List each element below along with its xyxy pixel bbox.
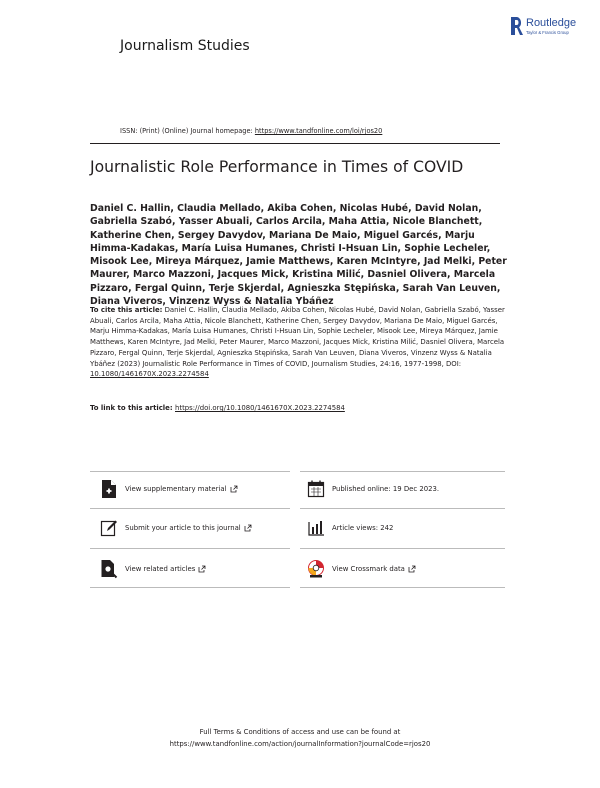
publisher-tagline: Taylor & Francis Group — [526, 30, 569, 35]
divider — [90, 587, 290, 588]
crossmark-icon — [307, 559, 325, 579]
external-link-icon — [230, 485, 238, 493]
link-label: To link to this article: — [90, 404, 175, 412]
link-line — [90, 404, 345, 412]
edit-icon — [100, 518, 118, 538]
external-link-icon — [244, 524, 252, 532]
calendar-icon — [307, 479, 325, 499]
journal-name: Journalism Studies — [120, 38, 250, 54]
journal-homepage-link[interactable]: https://www.tandfonline.com/loi/rjos20 — [254, 127, 383, 135]
issn-line — [120, 127, 382, 135]
divider — [90, 508, 290, 509]
external-link-icon — [198, 565, 206, 573]
related-label: View related articles — [125, 565, 196, 573]
author-list: Daniel C. Hallin, Claudia Mellado, Akiba Cohen, Nicolas Hubé, David Nolan, Gabriella Szabó, Yasser Abuali, Carlos Arcila, Maha Attia, Nicole Blanchett, Katherine Chen, Sergey Davydov, Mariana De Maio, Miguel Garcés, Marju Himma-Kadakas, María Luisa Humanes, Christi I-Hsuan Lin, Sophie Lecheler, Misook Lee, Mireya Márquez, Jamie Matthews, Karen McIntyre, Jad Melki, Peter Maurer, Marco Mazzoni, Jacques Mick, Kristina Milić, Dasniel Olivera, Marcela Pizzaro, Fergal Quinn, Terje Skjerdal, Agnieszka Stępińska, Sarah Van Leuven, Diana Viveros, Vinzenz Wyss & Natalia Ybáñez — [90, 203, 507, 308]
routledge-logo-icon — [509, 16, 523, 36]
submit-label: Submit your article to this journal — [125, 524, 241, 532]
bar-chart-icon — [307, 518, 325, 538]
footer-terms — [90, 727, 510, 750]
citation-block — [90, 305, 508, 380]
crossmark-label: View Crossmark data — [332, 565, 405, 573]
footer-terms-link[interactable]: https://www.tandfonline.com/action/journalInformation?journalCode=rjos20 — [169, 739, 431, 748]
article-link[interactable]: https://doi.org/10.1080/1461670X.2023.2274584 — [175, 404, 345, 412]
search-document-icon — [100, 559, 118, 579]
divider — [90, 471, 290, 472]
doi-link[interactable]: 10.1080/1461670X.2023.2274584 — [90, 370, 209, 379]
divider — [300, 471, 505, 472]
views-label: Article views: 242 — [332, 524, 394, 532]
publisher-name: Routledge — [526, 17, 577, 29]
divider — [300, 587, 505, 588]
issn-prefix: ISSN: (Print) (Online) Journal homepage: — [120, 127, 255, 135]
external-link-icon — [408, 565, 416, 573]
citation-label: To cite this article: — [90, 306, 163, 314]
header-divider — [90, 143, 500, 144]
published-label: Published online: 19 Dec 2023. — [332, 485, 440, 493]
divider — [300, 548, 505, 549]
document-plus-icon — [100, 479, 118, 499]
citation-text: Daniel C. Hallin, Claudia Mellado, Akiba Cohen, Nicolas Hubé, David Nolan, Gabriella Szabó, Yasser Abuali, Carlos Arcila, Maha Attia, Nicole Blanchett, Katherine Chen, Sergey Davydov, Mariana De Maio, Miguel Garcés, Marju Himma-Kadakas, María Luisa Humanes, Christi I-Hsuan Lin, Sophie Lecheler, Misook Lee, Mireya Márquez, Jamie Matthews, Karen McIntyre, Jad Melki, Peter Maurer, Marco Mazzoni, Jacques Mick, Kristina Milić, Dasniel Olivera, Marcela Pizzaro, Fergal Quinn, Terje Skjerdal, Agnieszka Stępińska, Sarah Van Leuven, Diana Viveros, Vinzenz Wyss & Natalia Ybáñez (2023) Journalistic Role Performance in Times of COVID, Journalism Studies, 24:16, 1977-1998, DOI: — [90, 306, 505, 368]
article-title: Journalistic Role Performance in Times of COVID — [90, 158, 464, 176]
divider — [300, 508, 505, 509]
footer-line-1: Full Terms & Conditions of access and use can be found at — [199, 728, 401, 736]
divider — [90, 548, 290, 549]
publisher-logo[interactable] — [509, 15, 589, 41]
supplementary-label: View supplementary material — [125, 485, 227, 493]
